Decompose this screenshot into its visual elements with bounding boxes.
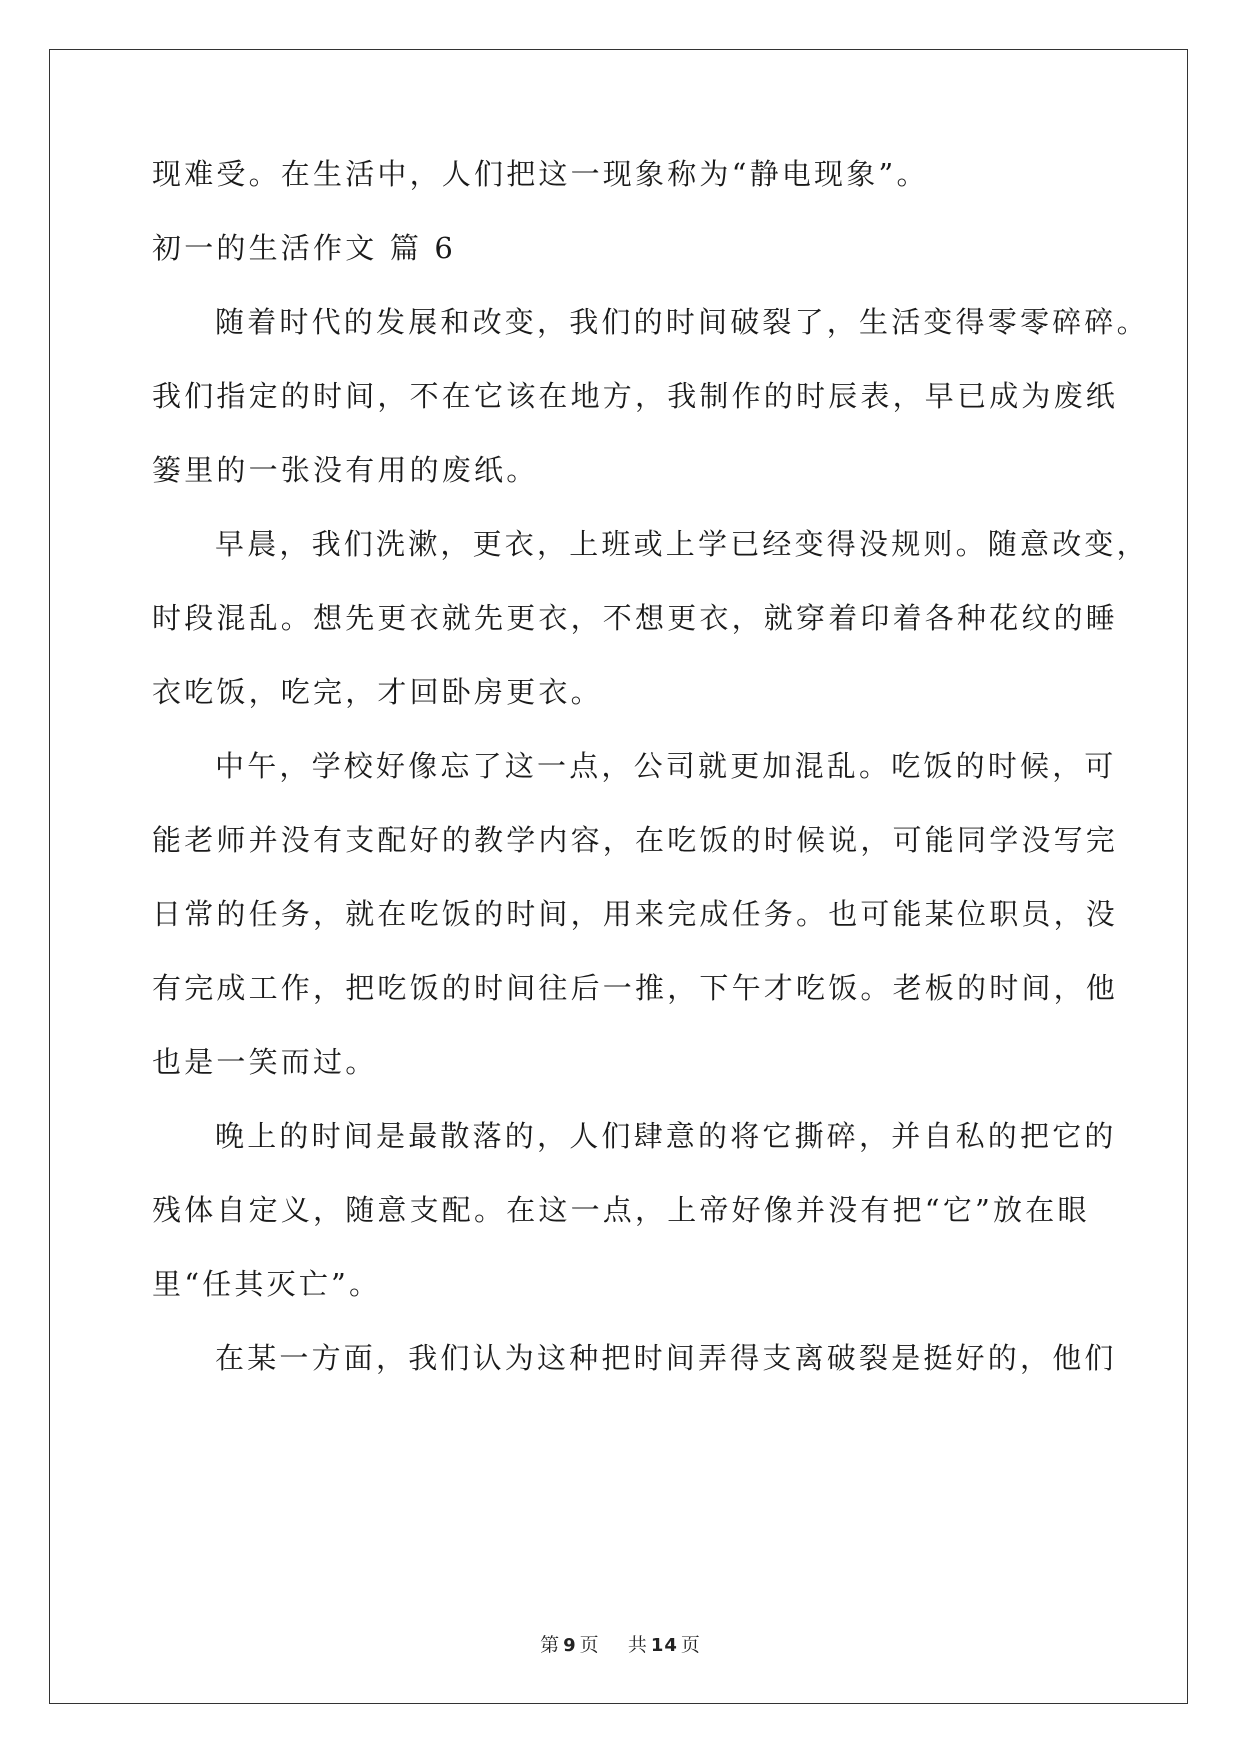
page-border	[49, 49, 1188, 1704]
text-line: 时段混乱。想先更衣就先更衣，不想更衣，就穿着印着各种花纹的睡	[152, 601, 1119, 635]
footer-page-number: 9	[563, 1635, 577, 1656]
text-line: 我们指定的时间，不在它该在地方，我制作的时辰表，早已成为废纸	[152, 379, 1119, 413]
text-line: 在某一方面，我们认为这种把时间弄得支离破裂是挺好的，他们	[215, 1341, 1117, 1375]
footer-page-unit: 页	[579, 1634, 600, 1656]
page-footer	[0, 1630, 1241, 1657]
footer-total-prefix: 共	[627, 1634, 648, 1656]
text-line: 残体自定义，随意支配。在这一点，上帝好像并没有把“它”放在眼	[152, 1193, 1090, 1227]
text-line: 晚上的时间是最散落的，人们肆意的将它撕碎，并自私的把它的	[215, 1119, 1117, 1153]
footer-total-unit: 页	[680, 1634, 701, 1656]
text-line: 里“任其灭亡”。	[152, 1267, 382, 1301]
text-line: 也是一笑而过。	[152, 1045, 378, 1079]
section-heading: 初一的生活作文 篇 6	[152, 231, 457, 265]
text-line: 中午，学校好像忘了这一点，公司就更加混乱。吃饭的时候，可	[215, 749, 1117, 783]
text-line: 有完成工作，把吃饭的时间往后一推，下午才吃饭。老板的时间，他	[152, 971, 1119, 1005]
text-line: 篓里的一张没有用的废纸。	[152, 453, 539, 487]
text-line: 衣吃饭，吃完，才回卧房更衣。	[152, 675, 603, 709]
text-line: 现难受。在生活中，人们把这一现象称为“静电现象”。	[152, 157, 929, 191]
text-line: 随着时代的发展和改变，我们的时间破裂了，生活变得零零碎碎。	[215, 305, 1149, 339]
footer-total-pages: 14	[650, 1635, 678, 1656]
text-line: 日常的任务，就在吃饭的时间，用来完成任务。也可能某位职员，没	[152, 897, 1119, 931]
footer-prefix: 第	[540, 1634, 561, 1656]
text-line: 早晨，我们洗漱，更衣，上班或上学已经变得没规则。随意改变，	[215, 527, 1149, 561]
text-line: 能老师并没有支配好的教学内容，在吃饭的时候说，可能同学没写完	[152, 823, 1119, 857]
